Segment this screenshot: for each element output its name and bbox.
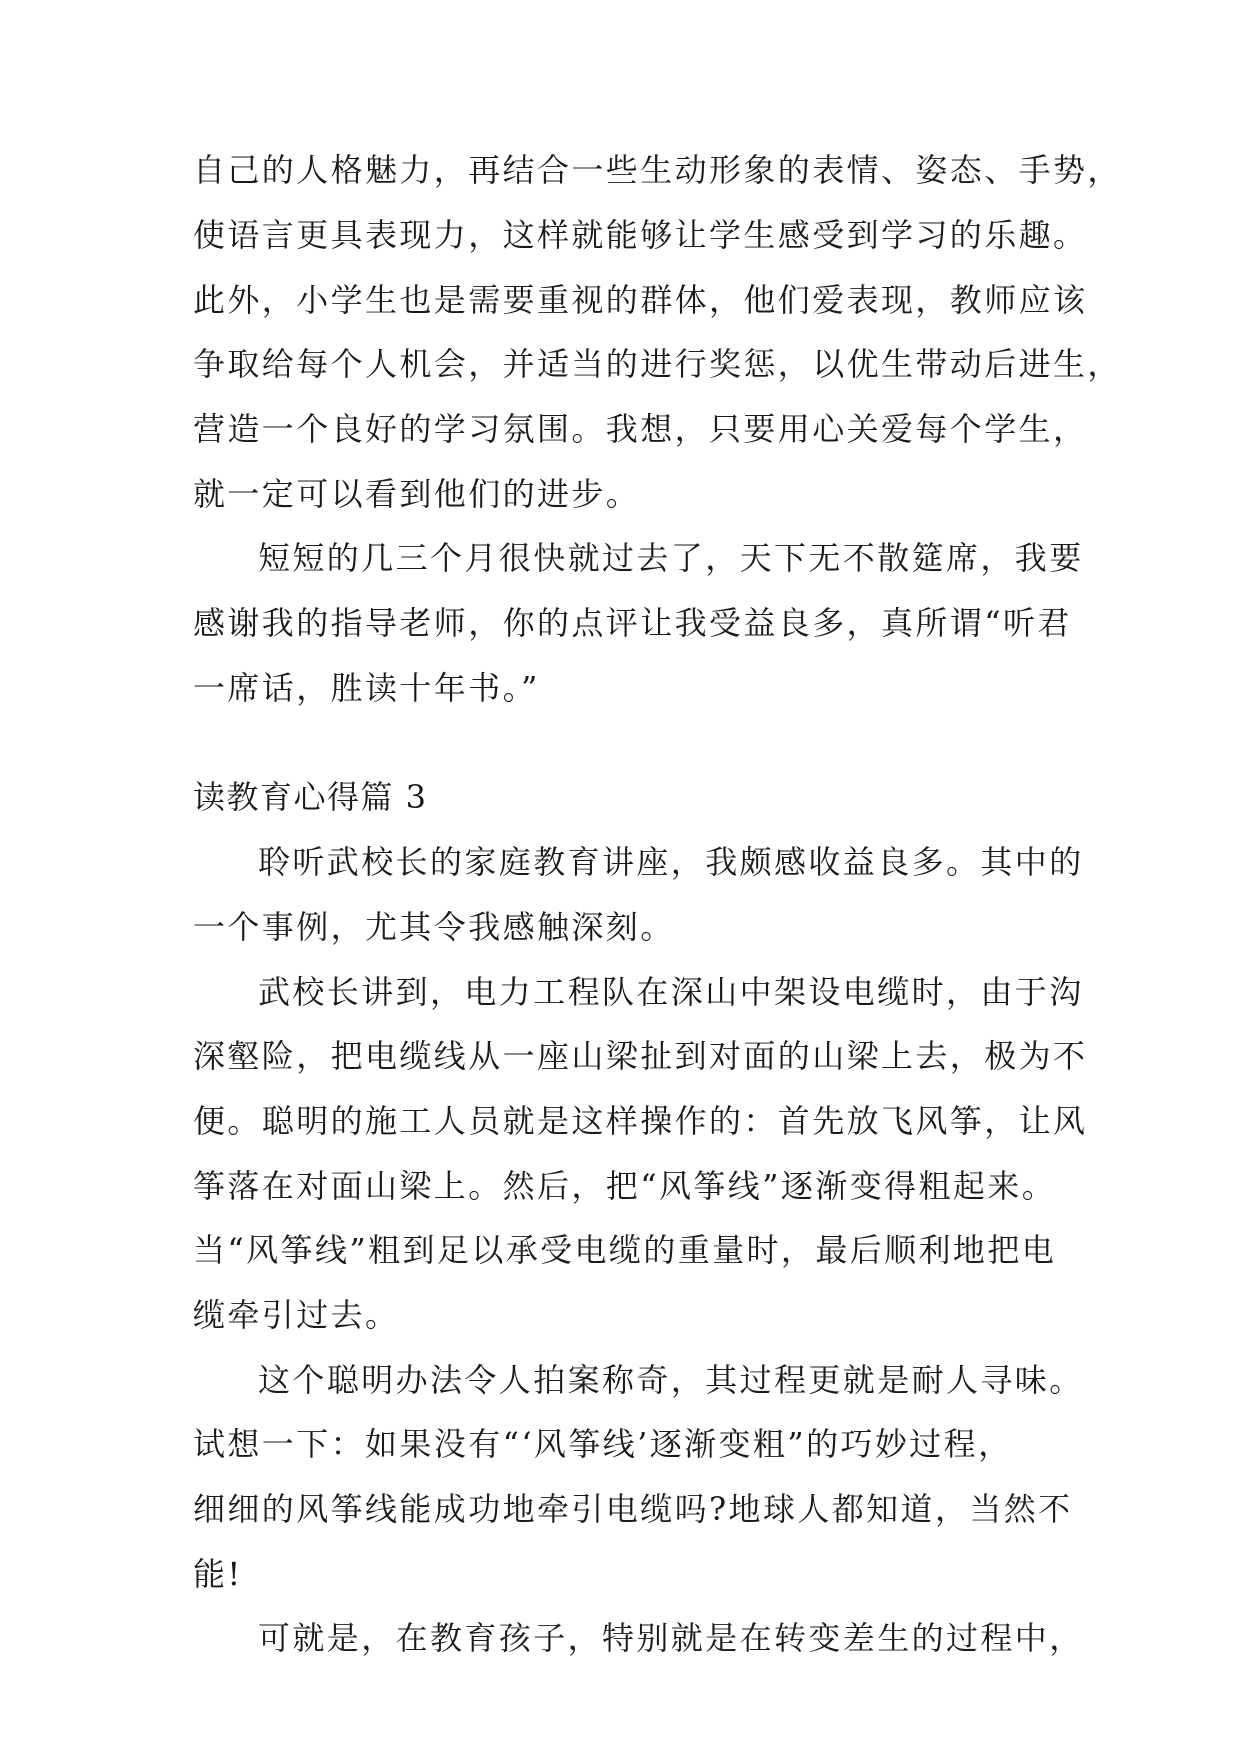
- text-line: 当“风筝线”粗到足以承受电缆的重量时，最后顺利地把电: [193, 1231, 1057, 1269]
- text-line: 感谢我的指导老师，你的点评让我受益良多，真所谓“听君: [193, 604, 1072, 642]
- text-line: 聆听武校长的家庭教育讲座，我颇感收益良多。其中的: [258, 843, 1084, 881]
- text-line: 深壑险，把电缆线从一座山梁扯到对面的山梁上去，极为不: [193, 1037, 1088, 1075]
- text-line: 此外，小学生也是需要重视的群体，他们爱表现，教师应该: [193, 281, 1088, 319]
- text-line: 这个聪明办法令人拍案称奇，其过程更就是耐人寻味。: [258, 1361, 1084, 1399]
- section-title: 读教育心得篇 3: [193, 778, 428, 816]
- text-line: 一席话，胜读十年书。”: [193, 669, 540, 707]
- text-line: 使语言更具表现力，这样就能够让学生感受到学习的乐趣。: [193, 216, 1088, 254]
- text-line: 争取给每个人机会，并适当的进行奖惩，以优生带动后进生，: [193, 345, 1122, 383]
- text-line: 一个事例，尤其令我感触深刻。: [193, 908, 675, 946]
- text-line: 营造一个良好的学习氛围。我想，只要用心关爱每个学生，: [193, 410, 1088, 448]
- text-line: 武校长讲到，电力工程队在深山中架设电缆时，由于沟: [258, 973, 1084, 1011]
- text-line: 试想一下：如果没有“‘风筝线’逐渐变粗”的巧妙过程，: [193, 1425, 1013, 1463]
- text-line: 细细的风筝线能成功地牵引电缆吗?地球人都知道，当然不: [193, 1490, 1073, 1528]
- text-line: 短短的几三个月很快就过去了，天下无不散筵席，我要: [258, 539, 1084, 577]
- text-line: 可就是，在教育孩子，特别就是在转变差生的过程中，: [258, 1619, 1084, 1657]
- text-line: 自己的人格魅力，再结合一些生动形象的表情、姿态、手势，: [193, 151, 1122, 189]
- text-line: 缆牵引过去。: [193, 1296, 400, 1334]
- text-line: 就一定可以看到他们的进步。: [193, 475, 641, 513]
- text-line: 便。聪明的施工人员就是这样操作的：首先放飞风筝，让风: [193, 1102, 1088, 1140]
- text-line: 能!: [193, 1555, 243, 1593]
- text-line: 筝落在对面山梁上。然后，把“风筝线”逐渐变得粗起来。: [193, 1167, 1057, 1205]
